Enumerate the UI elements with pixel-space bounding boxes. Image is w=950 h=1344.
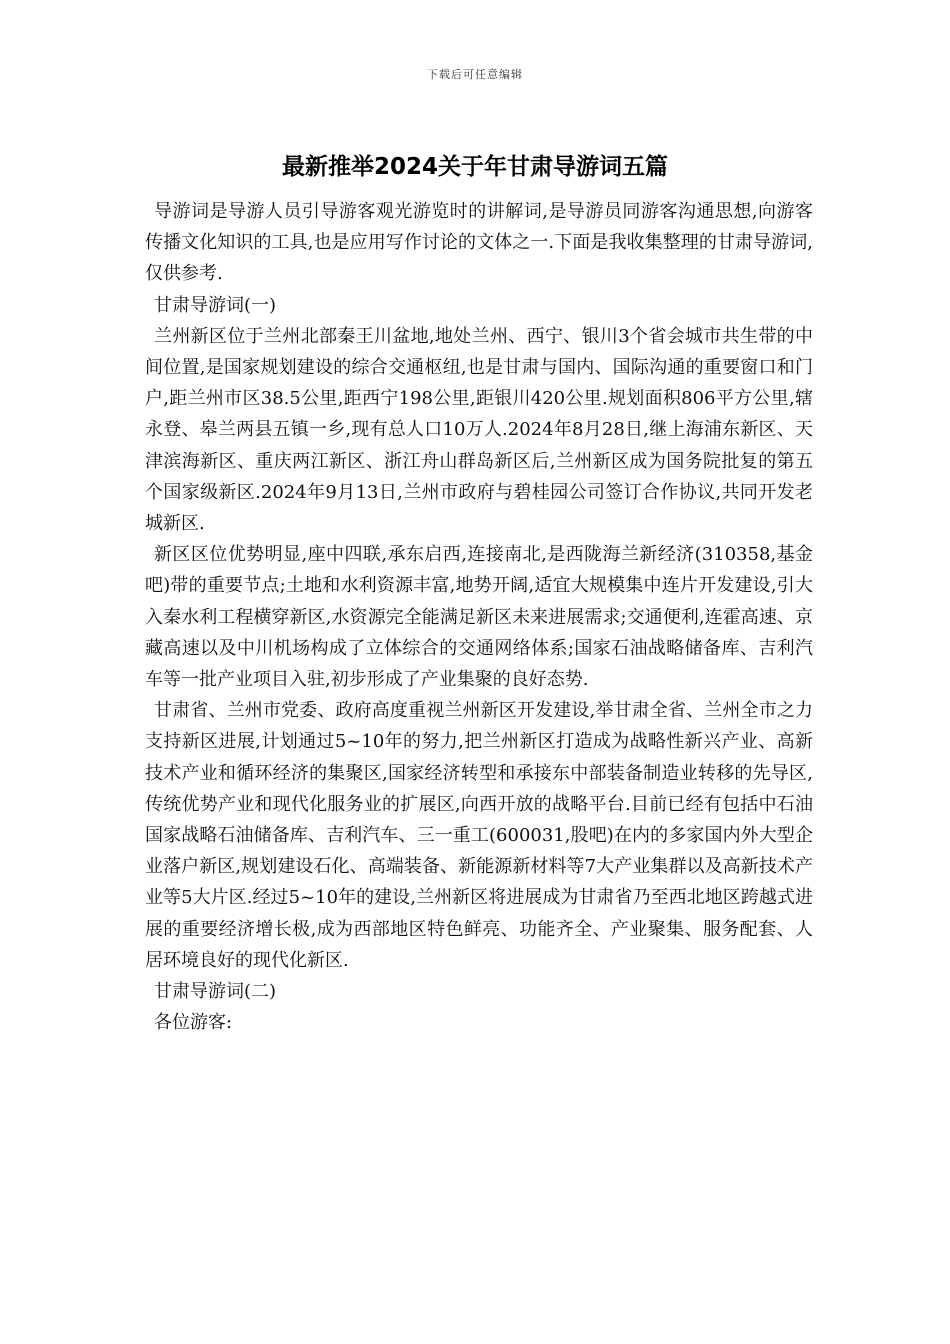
section-heading-1: 甘肃导游词(一) xyxy=(154,294,277,316)
section-heading-2: 甘肃导游词(二) xyxy=(154,981,277,1003)
intro-paragraph: 导游词是导游人员引导游客观光游览时的讲解词,是导游员同游客沟通思想,向游客传播文化知识的工具,也是应用写作讨论的文体之一.下面是我收集整理的甘肃导游词,仅供参考. xyxy=(145,201,813,285)
body-paragraph: 兰州新区位于兰州北部秦王川盆地,地处兰州、西宁、银川3个省会城市共生带的中间位置,是国家规划建设的综合交通枢纽,也是甘肃与国内、国际沟通的重要窗口和门户,距兰州市区38.5公里,距西宁198公里,距银川420公里.规划面积806平方公里,辖永登、皋兰两县五镇一乡,现有总人口10万人.2024年8月28日,继上海浦东新区、天津滨海新区、重庆两江新区、浙江舟山群岛新区后,兰州新区成为国务院批复的第五个国家级新区.2024年9月13日,兰州市政府与碧桂园公司签订合作协议,共同开发老城新区. xyxy=(145,325,813,535)
body-paragraph: 甘肃省、兰州市党委、政府高度重视兰州新区开发建设,举甘肃全省、兰州全市之力支持新区进展,计划通过5~10年的努力,把兰州新区打造成为战略性新兴产业、高新技术产业和循环经济的集聚区,国家经济转型和承接东中部装备制造业转移的先导区,传统优势产业和现代化服务业的扩展区,向西开放的战略平台.目前已经有包括中石油国家战略石油储备库、吉利汽车、三一重工(600031,股吧)在内的多家国内外大型企业落户新区,规划建设石化、高端装备、新能源新材料等7大产业集群以及高新技术产业等5大片区.经过5~10年的建设,兰州新区将进展成为甘肃省乃至西北地区跨越式进展的重要经济增长极,成为西部地区特色鲜亮、功能齐全、产业聚集、服务配套、人居环境良好的现代化新区. xyxy=(145,700,813,971)
greeting-line: 各位游客: xyxy=(154,1012,233,1034)
document-title: 最新推举2024关于年甘肃导游词五篇 xyxy=(281,154,668,180)
document-body xyxy=(145,196,813,1038)
header-note: 下载后可任意编辑 xyxy=(427,68,523,81)
body-paragraph: 新区区位优势明显,座中四联,承东启西,连接南北,是西陇海兰新经济(310358,基金吧)带的重要节点;土地和水利资源丰富,地势开阔,适宜大规模集中连片开发建设,引大入秦水利工程横穿新区,水资源完全能满足新区未来进展需求;交通便利,连霍高速、京藏高速以及中川机场构成了立体综合的交通网络体系;国家石油战略储备库、吉利汽车等一批产业项目入驻,初步形成了产业集聚的良好态势. xyxy=(145,544,813,691)
